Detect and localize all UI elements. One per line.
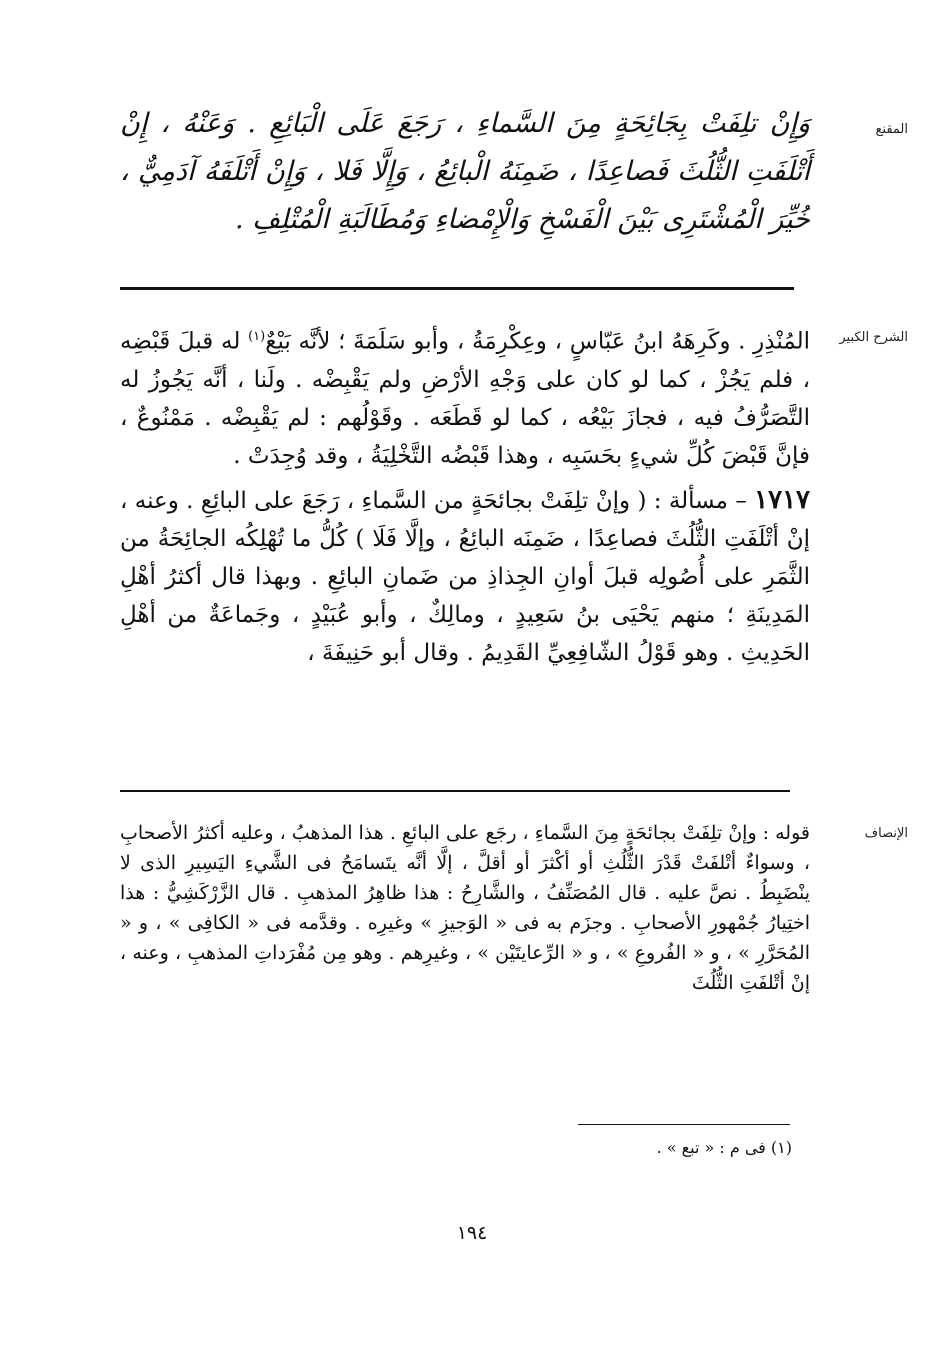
insaf-paragraph: قوله : وإنْ تلِفَتْ بجائحَةٍ مِنَ السَّماءِ ، رجَع على البائعِ . هذا المذهبُ ، وعليه أكثرُ الأصحابِ ، وسواءٌ أتْلفَتْ قَدْرَ الثُّلُثِ أو أكْثرَ أو أقلَّ ، إلَّا أنَّه يتَسامَحُ فى الشَّيءِ اليَسِيرِ الذى لا ينْضَبِطُ . نصَّ عليه . قال المُصَنِّفُ ، والشَّارِحُ : هذا ظاهِرُ المذهبِ . قال الزَّرْكَشِيُّ : هذا اختِيارُ جُمْهورِ الأصحابِ . وجزَم به فى « الوَجيزِ » وغيرِه . وقدَّمه فى « الكافِى » ، و « المُحَرَّرِ » ، و « الفُروعِ » ، و « الرِّعايتَيْن » ، وغيرِهم . وهو مِن مُفْرَداتِ المذهبِ ، وعنه ، إنْ أتْلفَتِ الثُّلُثَ xyxy=(120,822,810,994)
section-label-muqni: المقنع xyxy=(875,122,908,137)
sharh-text-after-note: له قبلَ قَبْضِه ، فلم يَجُزْ ، كما لو كان على وَجْهِ الأرْضِ ولم يَقْبِضْه . ولَنا ، أنَّه يَجُوزُ له التَّصَرُّفُ فيه ، فجازَ بَيْعُه ، كما لو قَطَعَه . وقَوْلُهم : لم يَقْبِضْه . مَمْنُوعٌ ، فإنَّ قَبْضَ كُلِّ شيءٍ بحَسَبِه ، وهذا قَبْضُه التَّخْلِيَةُ ، وقد وُجِدَتْ . xyxy=(120,328,810,469)
insaf-text-block xyxy=(120,818,810,998)
footnote-separator xyxy=(578,1124,790,1125)
masala-text: – مسألة : ( وإنْ تلِفَتْ بجائحَةٍ من السَّماءِ ، رَجَعَ على البائِعِ . وعنه ، إنْ أتْلَفَتِ الثُّلُثَ فصاعِدًا ، ضَمِنَه البائِعُ ، وإلَّا فَلَا ) كُلُّ ما تُهْلِكُه الجائِحَةُ من الثَّمَرِ على أُصُولِه قبلَ أوانِ الجِذاذِ من ضَمانِ البائِعِ . وبهذا قال أكثرُ أهْلِ المَدِينَةِ ؛ منهم يَحْيَى بنُ سَعِيدٍ ، ومالِكٌ ، وأبو عُبَيْدٍ ، وجَماعَةٌ من أهْلِ الحَدِيثِ . وهو قَوْلُ الشّافِعِيِّ القَدِيمُ . وقال أبو حَنِيفَةَ ، xyxy=(120,487,810,666)
section-divider-bottom xyxy=(120,790,790,792)
sharh-text-before-note: المُنْذِرِ . وكَرِهَهُ ابنُ عَبّاسٍ ، وعِكْرِمَةُ ، وأبو سَلَمَةَ ؛ لأنَّه بَيْعٌ xyxy=(265,328,811,355)
sharh-paragraph-2 xyxy=(120,481,810,672)
muqni-text-block xyxy=(120,100,810,244)
sharh-paragraph-1 xyxy=(120,318,810,475)
section-label-sharh: الشرح الكبير xyxy=(839,330,908,345)
muqni-paragraph: وَإِنْ تلِفَتْ بِجَائِحَةٍ مِنَ السَّماءِ ، رَجَعَ عَلَى الْبَائِعِ . وَعَنْهُ ، إِنْ أَتْلَفَتِ الثُّلُثَ فَصاعِدًا ، ضَمِنَهُ الْبائِعُ ، وَإِلَّا فَلا ، وَإِنْ أَتْلَفَهُ آدَمِيٌّ ، خُيِّرَ الْمُشْتَرِى بَيْنَ الْفَسْخِ وَالْإِمْضاءِ وَمُطَالَبَةِ الْمُتْلِفِ . xyxy=(120,108,810,235)
masala-number: ١٧١٧ xyxy=(754,484,810,515)
section-label-insaf: الإنصاف xyxy=(864,826,908,841)
footnote-marker: (١) xyxy=(248,329,266,344)
section-divider-top xyxy=(120,287,794,290)
footnote: (١) فى م : « تبع » . xyxy=(656,1138,792,1157)
page-number: ١٩٤ xyxy=(456,1222,488,1244)
sharh-text-block xyxy=(120,318,810,672)
